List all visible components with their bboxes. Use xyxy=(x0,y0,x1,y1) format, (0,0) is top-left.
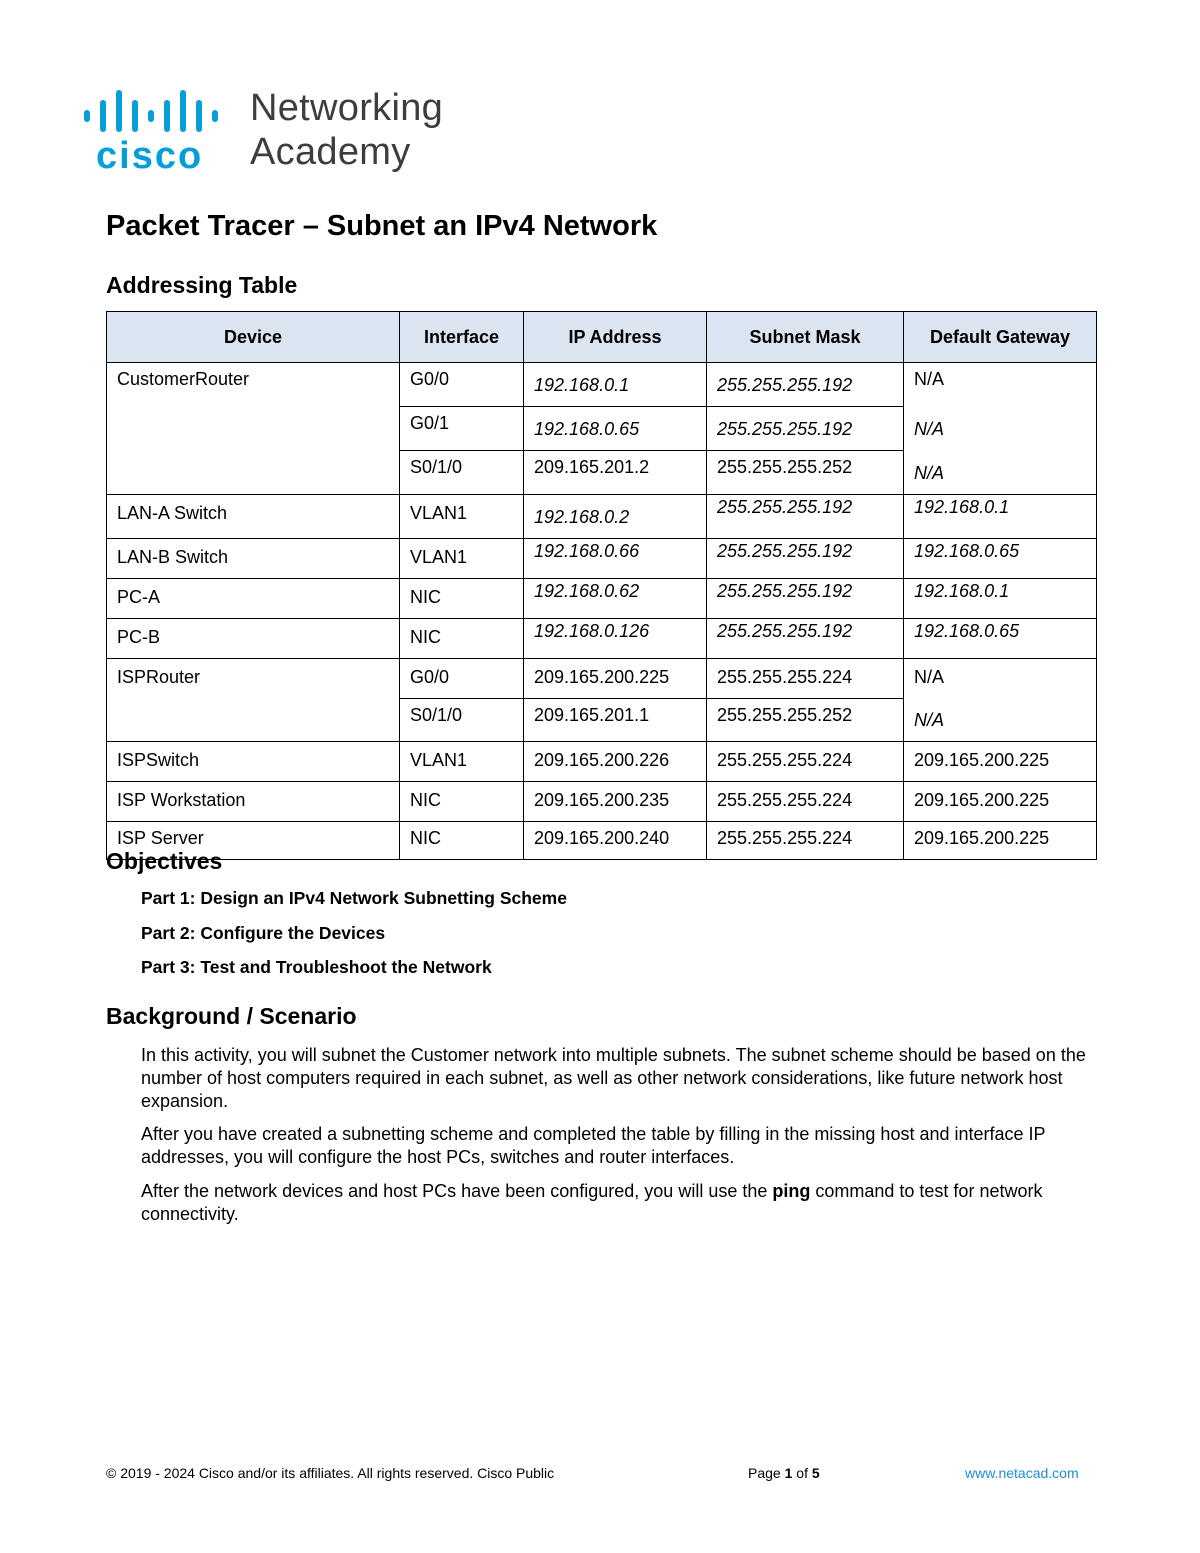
col-header-subnet-mask: Subnet Mask xyxy=(707,312,904,363)
table-row xyxy=(107,658,1097,698)
cell-interface: VLAN1 xyxy=(400,494,524,538)
cell-gateway: 192.168.0.1 xyxy=(904,494,1097,538)
table-row xyxy=(107,578,1097,618)
cell-interface: VLAN1 xyxy=(400,742,524,782)
background-heading: Background / Scenario xyxy=(106,1003,357,1029)
cell-interface: NIC xyxy=(400,782,524,822)
addressing-table xyxy=(106,311,1097,860)
cell-mask: 255.255.255.252 xyxy=(707,451,904,495)
logo-academy-text: Academy xyxy=(250,131,411,173)
cell-interface: NIC xyxy=(400,822,524,860)
cell-device: LAN-B Switch xyxy=(107,538,400,578)
cell-ip: 209.165.201.1 xyxy=(524,698,707,742)
cell-gateway: N/A xyxy=(904,407,1097,451)
cell-ip: 209.165.200.235 xyxy=(524,782,707,822)
cell-device: ISPSwitch xyxy=(107,742,400,782)
cell-device: CustomerRouter xyxy=(107,363,400,495)
table-row xyxy=(107,782,1097,822)
objective-part-2: Part 2: Configure the Devices xyxy=(141,923,386,943)
col-header-device: Device xyxy=(107,312,400,363)
cell-mask: 255.255.255.192 xyxy=(707,494,904,538)
cell-device: PC-B xyxy=(107,618,400,658)
cell-gateway: 209.165.200.225 xyxy=(904,782,1097,822)
cell-interface: G0/0 xyxy=(400,363,524,407)
cell-device: LAN-A Switch xyxy=(107,494,400,538)
cell-gateway: 192.168.0.1 xyxy=(904,578,1097,618)
cell-gateway: 192.168.0.65 xyxy=(904,538,1097,578)
cell-gateway: N/A xyxy=(904,451,1097,495)
objective-part-1: Part 1: Design an IPv4 Network Subnetting Scheme xyxy=(141,888,567,908)
cell-ip: 192.168.0.66 xyxy=(524,538,707,578)
cell-ip: 209.165.201.2 xyxy=(524,451,707,495)
table-row xyxy=(107,363,1097,407)
table-row xyxy=(107,538,1097,578)
col-header-default-gateway: Default Gateway xyxy=(904,312,1097,363)
addressing-table-heading: Addressing Table xyxy=(106,272,298,298)
cell-mask: 255.255.255.192 xyxy=(707,578,904,618)
table-header-row xyxy=(107,312,1097,363)
cell-device: PC-A xyxy=(107,578,400,618)
background-paragraph-3: After the network devices and host PCs have been configured, you will use the ping command to test for network connectivity. xyxy=(141,1181,1043,1224)
cell-ip: 192.168.0.65 xyxy=(524,407,707,451)
cell-interface: S0/1/0 xyxy=(400,451,524,495)
cell-mask: 255.255.255.224 xyxy=(707,658,904,698)
background-paragraph-2: After you have created a subnetting scheme and completed the table by filling in the missing host and interface IP addresses, you will configure the host PCs, switches and router interfaces. xyxy=(141,1124,1046,1167)
cell-device: ISP Workstation xyxy=(107,782,400,822)
cell-gateway: N/A xyxy=(904,658,1097,698)
footer-netacad-link[interactable]: www.netacad.com xyxy=(965,1465,1079,1481)
cell-interface: S0/1/0 xyxy=(400,698,524,742)
cell-gateway: N/A xyxy=(904,363,1097,407)
cell-device: ISP Server xyxy=(107,822,400,860)
svg-text:cisco: cisco xyxy=(96,135,204,177)
cell-ip: 192.168.0.1 xyxy=(524,363,707,407)
cell-mask: 255.255.255.192 xyxy=(707,363,904,407)
background-paragraph-1: In this activity, you will subnet the Customer network into multiple subnets. The subnet scheme should be based on the number of host computers required in each subnet, as well as other network considerations, like future network host expansion. xyxy=(141,1045,1086,1111)
cell-mask: 255.255.255.224 xyxy=(707,822,904,860)
col-header-interface: Interface xyxy=(400,312,524,363)
cell-interface: NIC xyxy=(400,618,524,658)
cell-ip: 192.168.0.126 xyxy=(524,618,707,658)
ping-command: ping xyxy=(772,1181,811,1201)
objective-part-3: Part 3: Test and Troubleshoot the Network xyxy=(141,957,492,977)
cisco-logo-icon xyxy=(84,88,234,180)
cell-gateway: 209.165.200.225 xyxy=(904,742,1097,782)
page-title: Packet Tracer – Subnet an IPv4 Network xyxy=(106,210,658,242)
objectives-heading: Objectives xyxy=(106,848,223,874)
cisco-networking-academy-logo xyxy=(84,88,484,180)
cell-ip: 192.168.0.62 xyxy=(524,578,707,618)
footer-copyright: © 2019 - 2024 Cisco and/or its affiliates. All rights reserved. Cisco Public xyxy=(106,1465,555,1481)
cell-ip: 209.165.200.225 xyxy=(524,658,707,698)
cell-gateway: 209.165.200.225 xyxy=(904,822,1097,860)
cell-interface: G0/0 xyxy=(400,658,524,698)
cell-interface: VLAN1 xyxy=(400,538,524,578)
footer-page-number: Page 1 of 5 xyxy=(748,1465,820,1481)
cell-mask: 255.255.255.192 xyxy=(707,618,904,658)
table-row xyxy=(107,618,1097,658)
cell-interface: NIC xyxy=(400,578,524,618)
cell-mask: 255.255.255.224 xyxy=(707,742,904,782)
logo-networking-text: Networking xyxy=(250,87,444,129)
cell-mask: 255.255.255.192 xyxy=(707,538,904,578)
cell-mask: 255.255.255.252 xyxy=(707,698,904,742)
cell-gateway: N/A xyxy=(904,698,1097,742)
cell-ip: 209.165.200.226 xyxy=(524,742,707,782)
cell-gateway: 192.168.0.65 xyxy=(904,618,1097,658)
col-header-ip-address: IP Address xyxy=(524,312,707,363)
table-row xyxy=(107,494,1097,538)
cell-ip: 209.165.200.240 xyxy=(524,822,707,860)
cell-interface: G0/1 xyxy=(400,407,524,451)
cell-mask: 255.255.255.224 xyxy=(707,782,904,822)
table-row xyxy=(107,822,1097,860)
cell-device: ISPRouter xyxy=(107,658,400,742)
cell-mask: 255.255.255.192 xyxy=(707,407,904,451)
cell-ip: 192.168.0.2 xyxy=(524,494,707,538)
table-row xyxy=(107,742,1097,782)
